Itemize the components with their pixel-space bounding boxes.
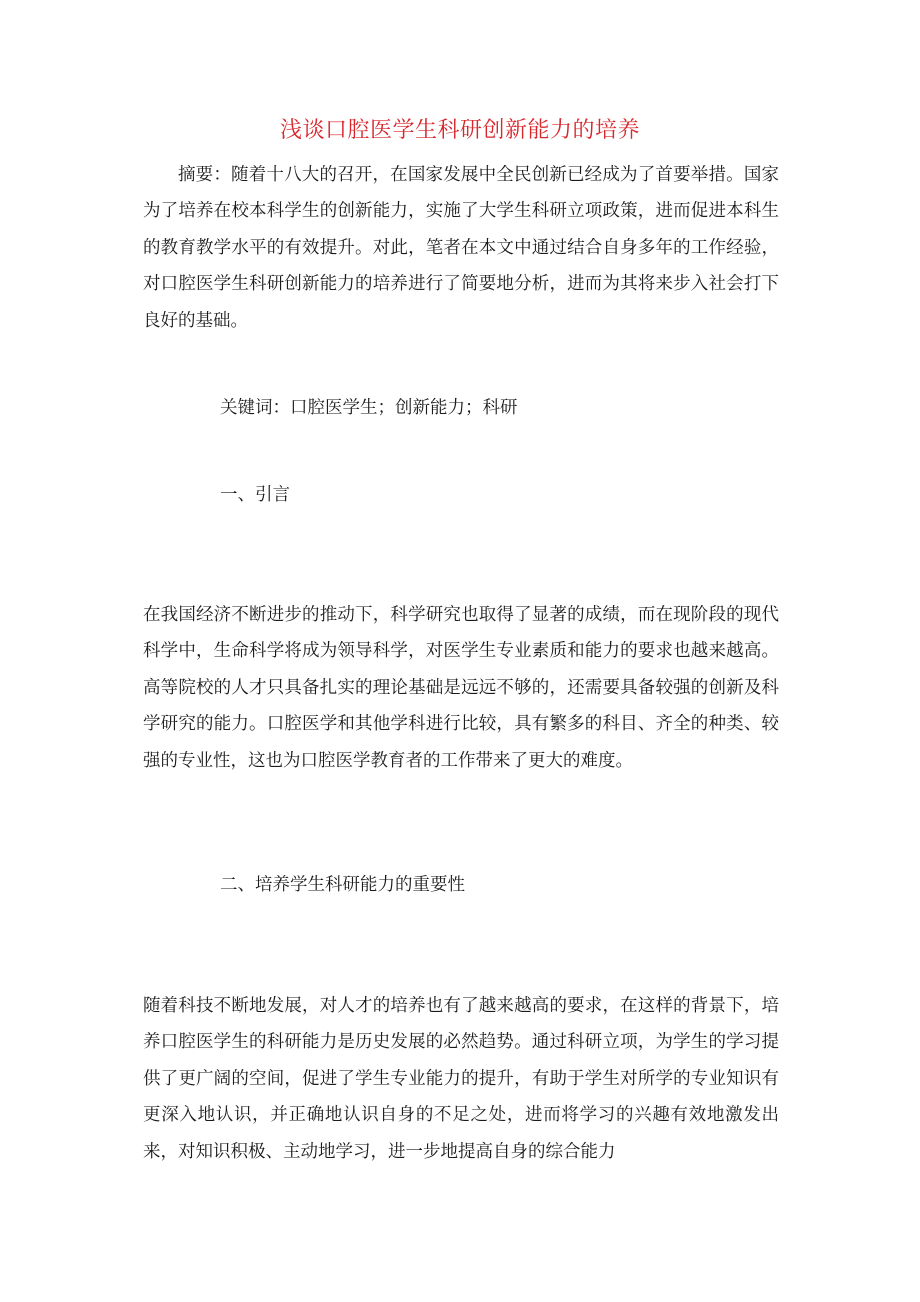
keywords-line: 关键词：口腔医学生；创新能力；科研 (220, 398, 518, 418)
section-2-heading: 二、培养学生科研能力的重要性 (220, 875, 465, 895)
abstract-paragraph: 摘要：随着十八大的召开，在国家发展中全民创新已经成为了首要举措。国家为了培养在校本科学生的创新能力，实施了大学生科研立项政策，进而促进本科生的教育教学水平的有效提升。对此，笔者在本文中通过结合自身多年的工作经验，对口腔医学生科研创新能力的培养进行了简要地分析，进而为其将来步入社会打下良好的基础。 (143, 165, 779, 331)
document-title: 浅谈口腔医学生科研创新能力的培养 (279, 118, 640, 143)
section-1-body: 在我国经济不断进步的推动下，科学研究也取得了显著的成绩，而在现阶段的现代科学中，生命科学将成为领导科学，对医学生专业素质和能力的要求也越来越高。高等院校的人才只具备扎实的理论基础是远远不够的，还需要具备较强的创新及科学研究的能力。口腔医学和其他学科进行比较，具有繁多的科目、齐全的种类、较强的专业性，这也为口腔医学教育者的工作带来了更大的难度。 (143, 605, 779, 771)
section-2-body: 随着科技不断地发展，对人才的培养也有了越来越高的要求，在这样的背景下，培养口腔医学生的科研能力是历史发展的必然趋势。通过科研立项，为学生的学习提供了更广阔的空间，促进了学生专业能力的提升，有助于学生对所学的专业知识有更深入地认识，并正确地认识自身的不足之处，进而将学习的兴趣有效地激发出来，对知识积极、主动地学习，进一步地提高自身的综合能力 (143, 996, 779, 1162)
section-1-heading: 一、引言 (220, 485, 290, 505)
